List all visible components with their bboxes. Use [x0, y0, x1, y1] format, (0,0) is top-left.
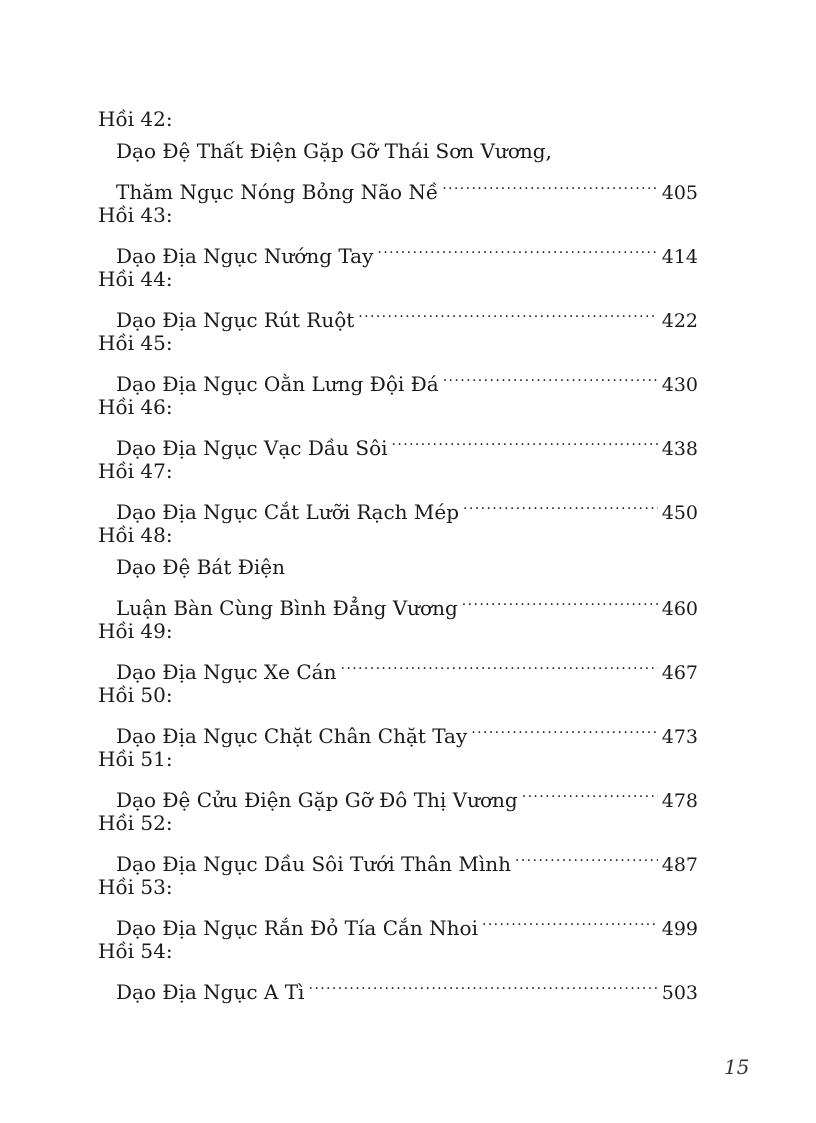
entry-page-number: 414: [661, 246, 698, 268]
entry-title: Dạo Địa Ngục Vạc Dầu Sôi: [116, 436, 388, 460]
toc-entry-line: [98, 359, 698, 396]
entry-page-number: 450: [661, 502, 698, 524]
dot-leader: [471, 711, 657, 743]
dot-leader: [482, 903, 658, 935]
entry-title: Dạo Địa Ngục Nướng Tay: [116, 244, 374, 268]
chapter-label: Hồi 49:: [98, 619, 173, 643]
toc-entry-line: [98, 167, 698, 204]
chapter-label: Hồi 53:: [98, 875, 173, 899]
entry-title: Thăm Ngục Nóng Bỏng Não Nề: [116, 180, 439, 204]
dot-leader: [377, 231, 657, 263]
chapter-label: Hồi 51:: [98, 747, 173, 771]
toc-entry-line: [98, 647, 698, 684]
toc-entry-line: [98, 135, 698, 167]
dot-leader: [522, 775, 658, 807]
toc-chapter: [98, 679, 698, 748]
entry-page-number: 478: [661, 790, 698, 812]
toc-chapter: [98, 391, 698, 460]
chapter-label: Hồi 48:: [98, 523, 173, 547]
dot-leader: [463, 487, 658, 519]
chapter-label: Hồi 50:: [98, 683, 173, 707]
chapter-label: Hồi 47:: [98, 459, 173, 483]
chapter-label: Hồi 43:: [98, 203, 173, 227]
entry-page-number: 430: [661, 374, 698, 396]
toc-entry-line: [98, 551, 698, 583]
toc-chapter: [98, 519, 698, 620]
toc-entry-line: [98, 423, 698, 460]
entry-title: Dạo Đệ Bát Điện: [116, 555, 285, 579]
entry-title: Dạo Đệ Thất Điện Gặp Gỡ Thái Sơn Vương,: [116, 139, 552, 163]
entry-title: Dạo Đệ Cửu Điện Gặp Gỡ Đô Thị Vương: [116, 788, 518, 812]
toc-entry-line: [98, 487, 698, 524]
entry-page-number: 487: [661, 854, 698, 876]
entry-page-number: 499: [661, 918, 698, 940]
dot-leader: [358, 295, 657, 327]
entry-page-number: 460: [661, 598, 698, 620]
toc-chapter: [98, 743, 698, 812]
entry-title: Dạo Địa Ngục Rắn Đỏ Tía Cắn Nhoi: [116, 916, 478, 940]
dot-leader: [392, 423, 658, 455]
toc-chapter: [98, 327, 698, 396]
dot-leader: [515, 839, 658, 871]
toc-chapter: [98, 615, 698, 684]
entry-title: Dạo Địa Ngục Cắt Lưỡi Rạch Mép: [116, 500, 460, 524]
entry-page-number: 467: [661, 662, 698, 684]
toc-entry-line: [98, 967, 698, 1004]
entry-title: Dạo Địa Ngục Rút Ruột: [116, 308, 355, 332]
toc-entry-line: [98, 711, 698, 748]
dot-leader: [442, 167, 658, 199]
dot-leader: [340, 647, 657, 679]
table-of-contents: [98, 103, 698, 1004]
toc-entry-line: [98, 231, 698, 268]
toc-entry-line: [98, 775, 698, 812]
chapter-label: Hồi 52:: [98, 811, 173, 835]
dot-leader: [308, 967, 657, 999]
entry-page-number: 503: [661, 982, 698, 1004]
toc-chapter: [98, 871, 698, 940]
toc-entry-line: [98, 839, 698, 876]
entry-title: Dạo Địa Ngục Dầu Sôi Tưới Thân Mình: [116, 852, 511, 876]
toc-chapter: [98, 199, 698, 268]
entry-page-number: 473: [661, 726, 698, 748]
chapter-label: Hồi 46:: [98, 395, 173, 419]
entry-page-number: 405: [661, 182, 698, 204]
dot-leader: [443, 359, 658, 391]
entry-title: Dạo Địa Ngục Oằn Lưng Đội Đá: [116, 372, 439, 396]
entry-title: Luận Bàn Cùng Bình Đẳng Vương: [116, 596, 458, 620]
toc-chapter: [98, 263, 698, 332]
toc-chapter: [98, 807, 698, 876]
toc-entry-line: [98, 903, 698, 940]
chapter-label: Hồi 44:: [98, 267, 173, 291]
entry-title: Dạo Địa Ngục A Tì: [116, 980, 305, 1004]
toc-entry-line: [98, 295, 698, 332]
entry-title: Dạo Địa Ngục Chặt Chân Chặt Tay: [116, 724, 468, 748]
chapter-label: Hồi 54:: [98, 939, 173, 963]
toc-chapter: [98, 935, 698, 1004]
entry-page-number: 438: [661, 438, 698, 460]
chapter-label: Hồi 45:: [98, 331, 173, 355]
toc-entry-line: [98, 583, 698, 620]
page-number: 15: [724, 1055, 750, 1079]
entry-title: Dạo Địa Ngục Xe Cán: [116, 660, 337, 684]
dot-leader: [462, 583, 658, 615]
entry-page-number: 422: [661, 310, 698, 332]
toc-chapter: [98, 455, 698, 524]
chapter-label: Hồi 42:: [98, 107, 173, 131]
toc-chapter: [98, 103, 698, 204]
